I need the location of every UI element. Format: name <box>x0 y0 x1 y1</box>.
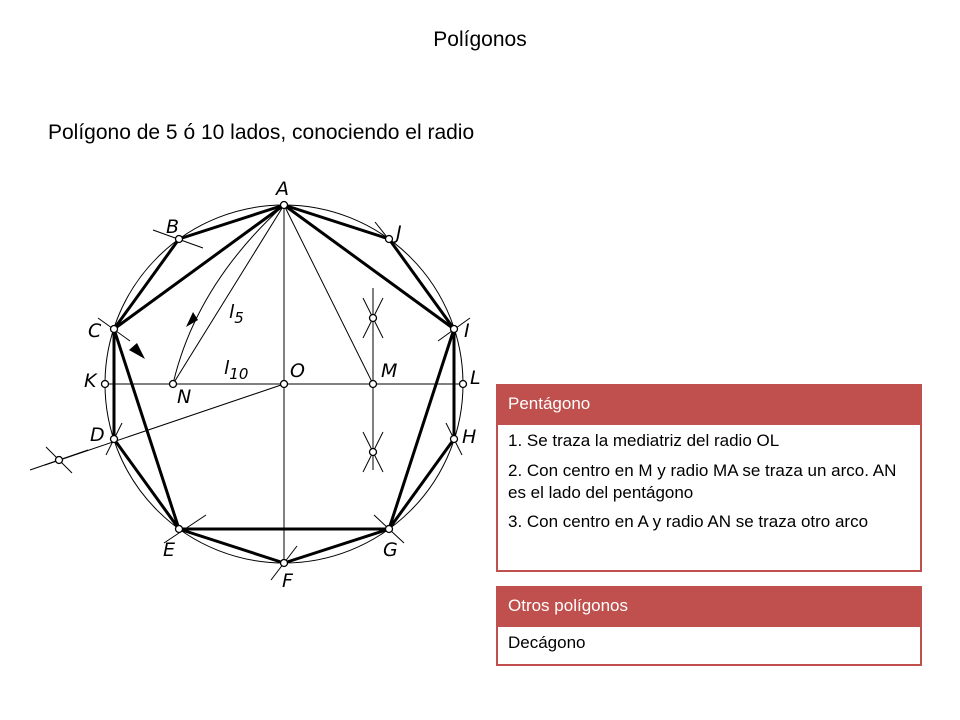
label-l5-base: l <box>229 301 235 323</box>
point-J <box>386 236 393 243</box>
point-C <box>111 326 118 333</box>
pentagon-step-1: 1. Se traza la mediatriz del radio OL <box>498 423 920 457</box>
arc-ticks <box>30 222 470 580</box>
label-K: K <box>84 370 97 392</box>
label-G: G <box>383 539 398 561</box>
point-G <box>386 526 393 533</box>
point-A <box>281 202 288 209</box>
point-K <box>102 381 109 388</box>
other-polygon-item: Decágono <box>498 625 920 658</box>
other-polygons-box <box>496 586 922 666</box>
point-mediatrix-bottom <box>370 449 377 456</box>
label-H: H <box>462 426 477 448</box>
arrow-head-1 <box>186 312 198 327</box>
label-l10-sub: 10 <box>229 365 249 383</box>
point-M <box>370 381 377 388</box>
label-l10-base: l <box>224 357 230 379</box>
point-F <box>281 560 288 567</box>
point-mediatrix-top <box>370 315 377 322</box>
arrow-head-2 <box>129 343 145 359</box>
label-l10 <box>224 357 248 383</box>
label-A: A <box>276 178 289 200</box>
pentagon-step-3: 3. Con centro en A y radio AN se traza otro arco <box>508 512 869 531</box>
label-D: D <box>90 424 105 446</box>
section-subtitle: Polígono de 5 ó 10 lados, conociendo el radio <box>48 121 475 144</box>
label-l5 <box>229 301 244 327</box>
point-O <box>281 381 288 388</box>
label-F: F <box>282 570 293 592</box>
label-l5-sub: 5 <box>234 309 244 327</box>
pentagon-steps-box <box>496 384 922 572</box>
label-I: I <box>464 320 470 342</box>
pentagon-box-header: Pentágono <box>498 386 920 423</box>
label-J: J <box>396 222 402 244</box>
point-E <box>176 526 183 533</box>
label-L: L <box>470 367 481 389</box>
label-E: E <box>163 539 176 561</box>
point-D <box>111 436 118 443</box>
label-B: B <box>166 216 180 238</box>
label-O: O <box>290 360 305 382</box>
segment-AM <box>284 205 373 384</box>
pentagon-step-2: 2. Con centro en M y radio MA se traza un arco. AN es el lado del pentágono <box>508 461 897 502</box>
point-I <box>451 326 458 333</box>
point-H <box>451 436 458 443</box>
point-ext <box>56 457 63 464</box>
other-polygons-header: Otros polígonos <box>498 588 920 625</box>
label-M: M <box>381 360 398 382</box>
label-C: C <box>88 320 102 342</box>
label-N: N <box>177 386 192 408</box>
point-L <box>460 381 467 388</box>
page-title: Polígonos <box>433 28 527 51</box>
point-N <box>170 381 177 388</box>
arc-arrows <box>129 312 198 359</box>
